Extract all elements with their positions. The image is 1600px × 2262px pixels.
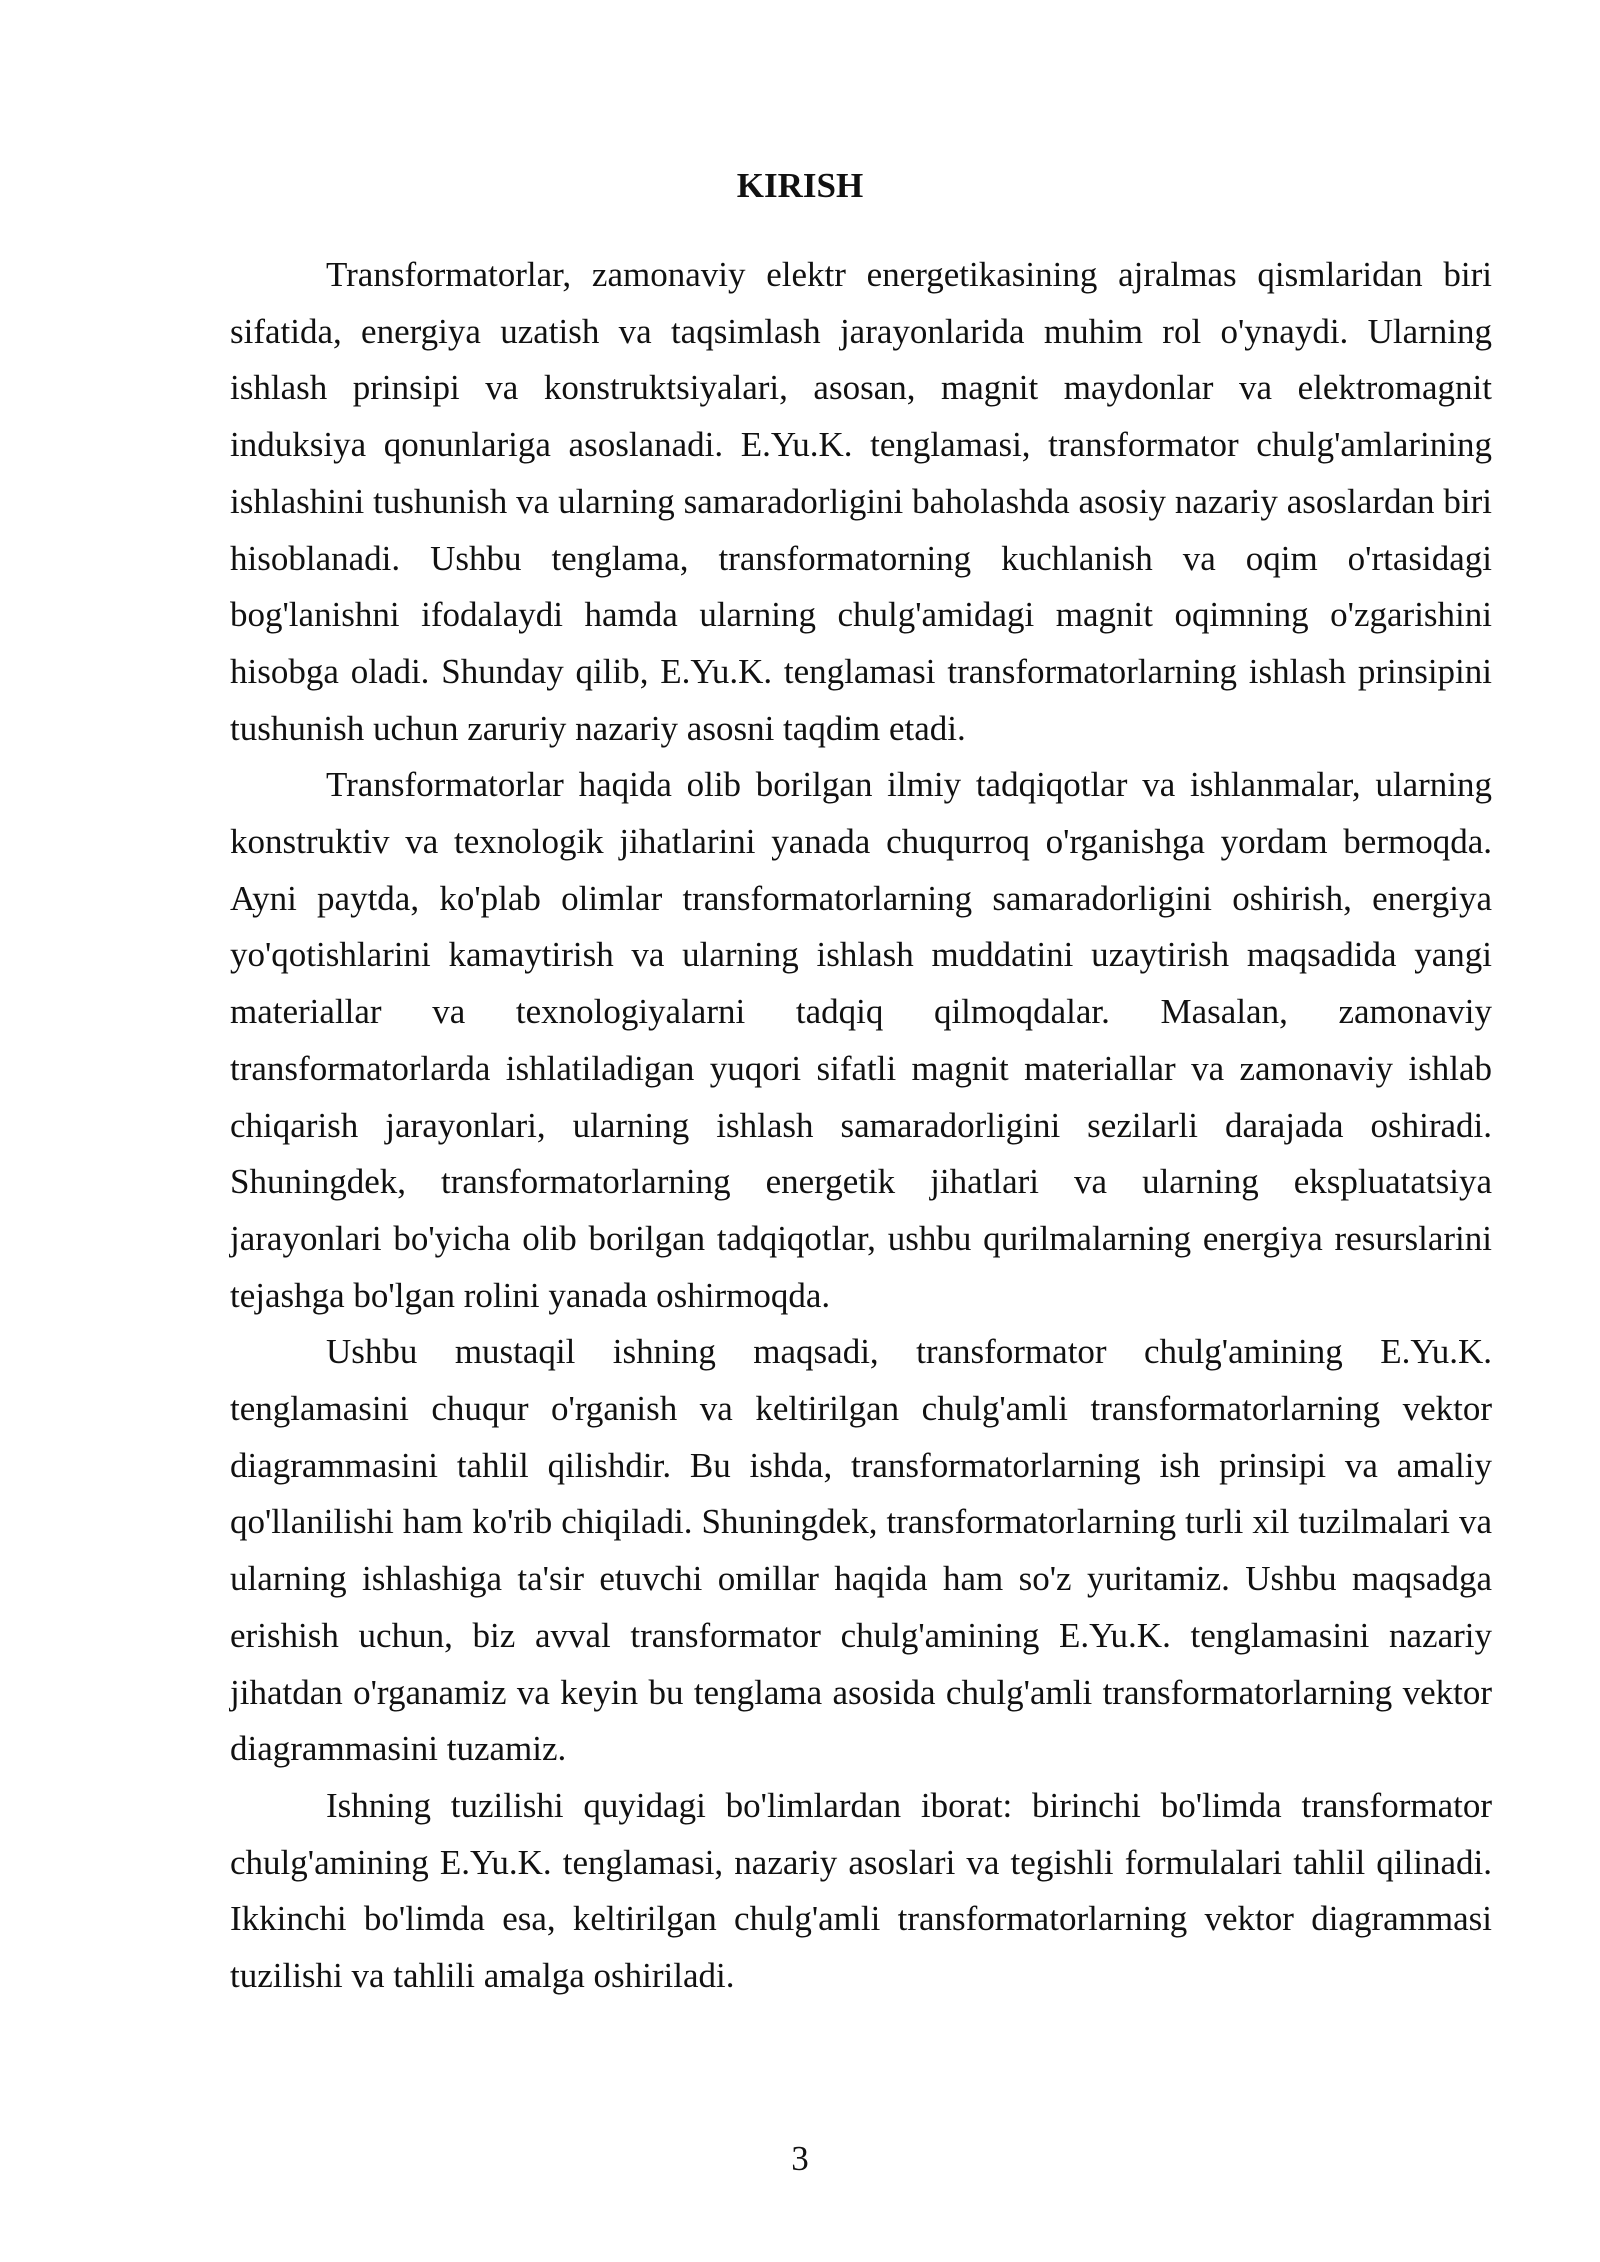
section-title: KIRISH (736, 166, 864, 205)
page-number: 3 (791, 2139, 809, 2178)
paragraph-3: Ushbu mustaqil ishning maqsadi, transformator chulg'amining E.Yu.K. tenglamasini chuqur o'rganish va keltirilgan chulg'amli transformatorlarning vektor diagrammasini tahlil qilishdir. Bu ishda, transformatorlarning ish prinsipi va amaliy qo'llanilishi ham ko'rib chiqiladi. Shuningdek, transformatorlarning turli xil tuzilmalari va ularning ishlashiga ta'sir etuvchi omillar haqida ham so'z yuritamiz. Ushbu maqsadga erishish uchun, biz avval transformator chulg'amining E.Yu.K. tenglamasini nazariy jihatdan o'rganamiz va keyin bu tenglama asosida chulg'amli transformatorlarning vektor diagrammasini tuzamiz. (230, 1332, 1492, 1769)
paragraph-2: Transformatorlar haqida olib borilgan ilmiy tadqiqotlar va ishlanmalar, ularning konstruktiv va texnologik jihatlarini yanada chuqurroq o'rganishga yordam bermoqda. Ayni paytda, ko'plab olimlar transformatorlarning samaradorligini oshirish, energiya yo'qotishlarini kamaytirish va ularning ishlash muddatini uzaytirish maqsadida yangi materiallar va texnologiyalarni tadqiq qilmoqdalar. Masalan, zamonaviy transformatorlarda ishlatiladigan yuqori sifatli magnit materiallar va zamonaviy ishlab chiqarish jarayonlari, ularning ishlash samaradorligini sezilarli darajada oshiradi. Shuningdek, transformatorlarning energetik jihatlari va ularning ekspluatatsiya jarayonlari bo'yicha olib borilgan tadqiqotlar, ushbu qurilmalarning energiya resurslarini tejashga bo'lgan rolini yanada oshirmoqda. (230, 765, 1492, 1315)
paragraph-4: Ishning tuzilishi quyidagi bo'limlardan iborat: birinchi bo'limda transformator chulg'amining E.Yu.K. tenglamasi, nazariy asoslari va tegishli formulalari tahlil qilinadi. Ikkinchi bo'limda esa, keltirilgan chulg'amli transformatorlarning vektor diagrammasi tuzilishi va tahlili amalga oshiriladi. (230, 1785, 1492, 1996)
paragraph-1: Transformatorlar, zamonaviy elektr energetikasining ajralmas qismlaridan biri sifatida, energiya uzatish va taqsimlash jarayonlarida muhim rol o'ynaydi. Ularning ishlash prinsipi va konstruktsiyalari, asosan, magnit maydonlar va elektromagnit induksiya qonunlariga asoslanadi. E.Yu.K. tenglamasi, transformator chulg'amlarining ishlashini tushunish va ularning samaradorligini baholashda asosiy nazariy asoslardan biri hisoblanadi. Ushbu tenglama, transformatorning kuchlanish va oqim o'rtasidagi bog'lanishni ifodalaydi hamda ularning chulg'amidagi magnit oqimning o'zgarishini hisobga oladi. Shunday qilib, E.Yu.K. tenglamasi transformatorlarning ishlash prinsipini tushunish uchun zaruriy nazariy asosni taqdim etadi. (230, 255, 1492, 748)
body-text (230, 247, 1492, 2005)
